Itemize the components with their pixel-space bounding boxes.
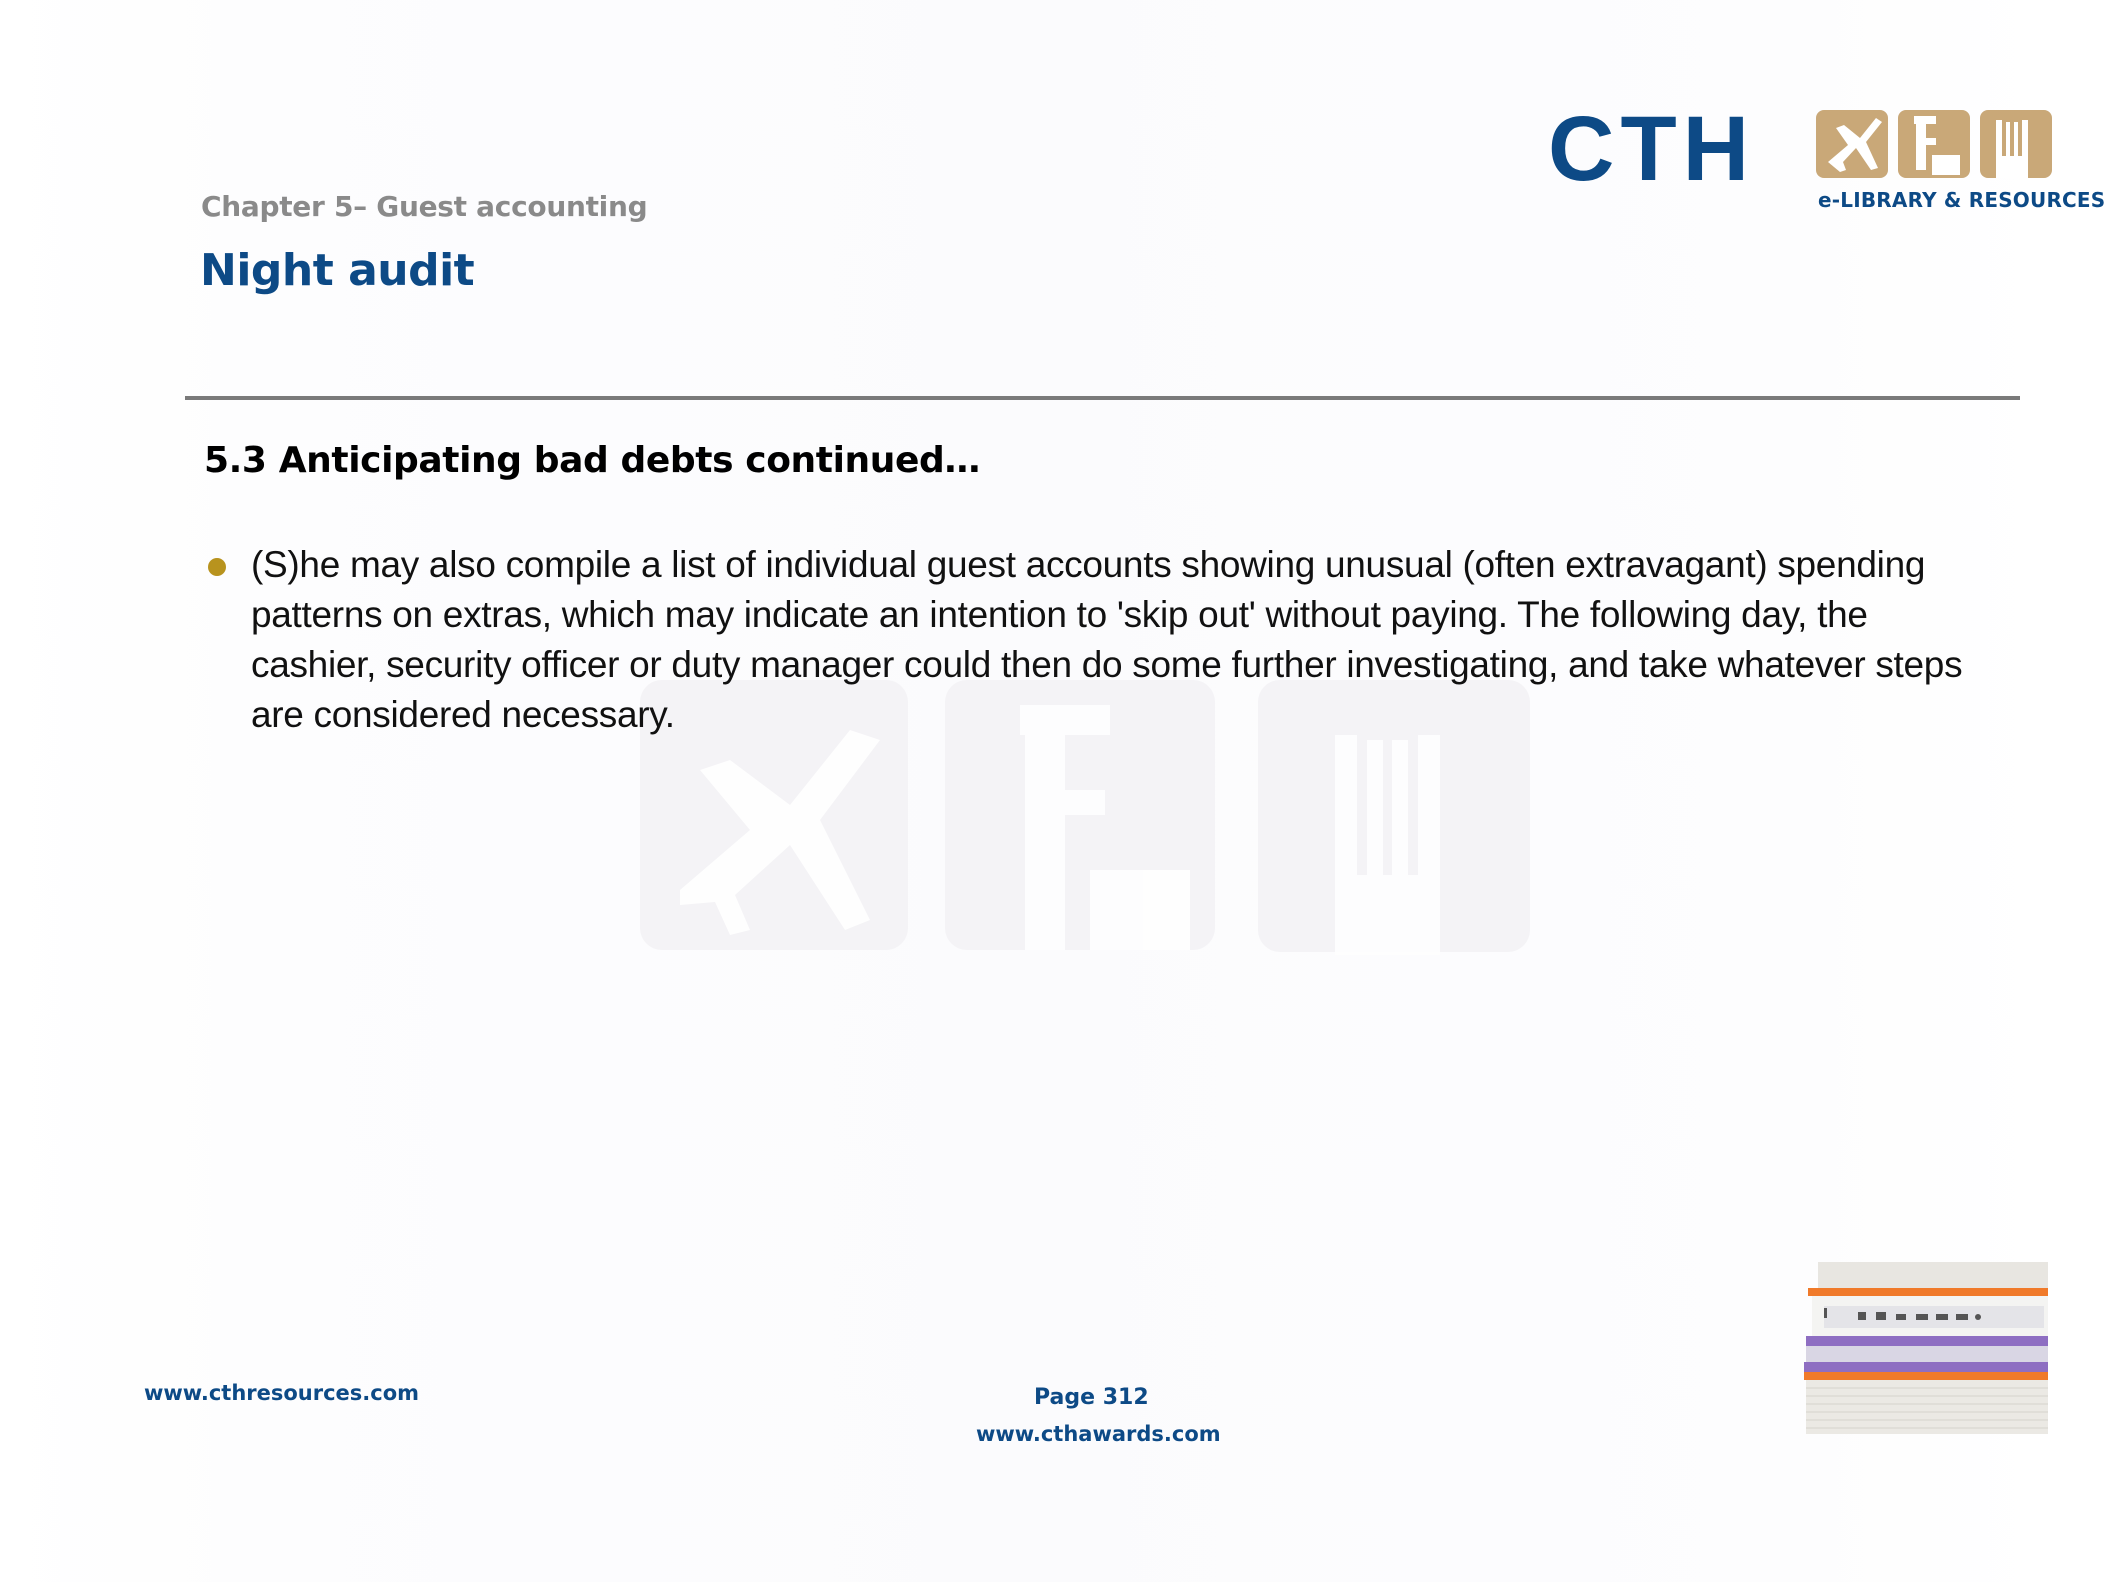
books-image	[1800, 1262, 2048, 1434]
chapter-label: Chapter 5– Guest accounting	[201, 190, 648, 223]
bullet-text: (S)he may also compile a list of individual guest accounts showing unusual (often extravagant) spending patterns on extras, which may indicate an intention to 'skip out' without paying. The following day, the cashier, security officer or duty manager could then do some further investigating, and take whatever steps are considered necessary.	[251, 544, 1963, 735]
logo-wordmark: CTH	[1548, 98, 1756, 200]
footer-resources-link[interactable]: www.cthresources.com	[144, 1381, 420, 1405]
header-divider	[185, 396, 2020, 400]
page-title: Night audit	[200, 245, 475, 296]
page-number: Page 312	[1034, 1385, 1149, 1410]
logo-tagline: e-LIBRARY & RESOURCES	[1818, 188, 2105, 212]
section-heading: 5.3 Anticipating bad debts continued…	[204, 440, 980, 481]
footer-awards-link[interactable]: www.cthawards.com	[976, 1422, 1221, 1446]
bullet-icon	[208, 558, 226, 576]
